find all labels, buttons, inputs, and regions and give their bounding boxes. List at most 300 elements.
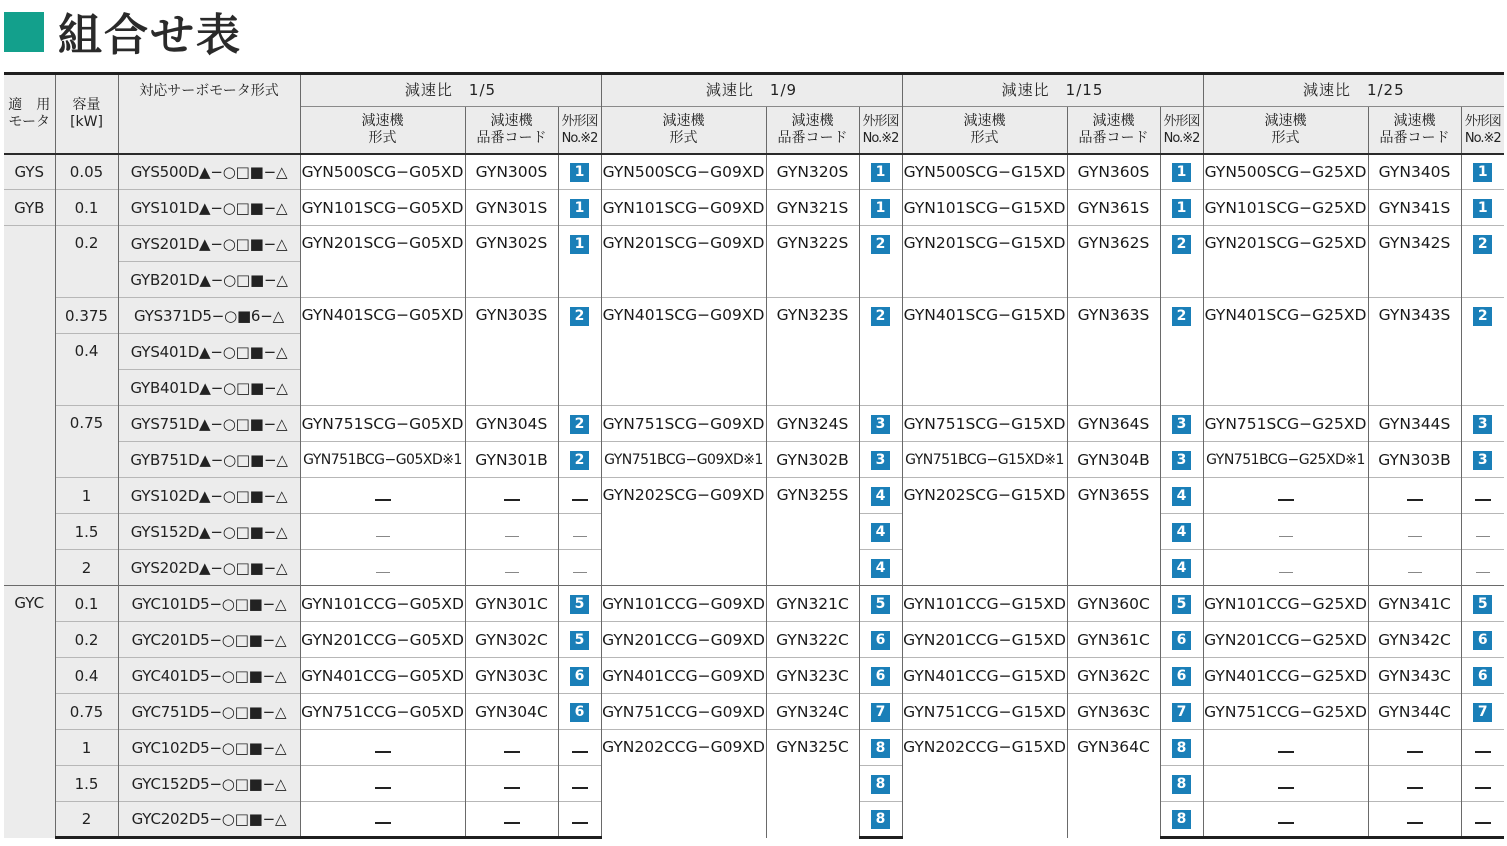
header-reducer-model: 減速機 形式 xyxy=(902,107,1067,154)
reducer-model-text: GYN101SCG−G09XD xyxy=(602,198,765,217)
reducer-model-text: GYN101CCG−G25XD xyxy=(1204,594,1367,613)
reducer-code-text: GYN362C xyxy=(1077,666,1150,685)
servo-motor-cell xyxy=(118,370,300,406)
dash-mark xyxy=(1278,499,1294,501)
outline-badge: 2 xyxy=(1473,235,1492,254)
reducer-code-cell xyxy=(1368,190,1461,226)
servo-motor-text: GYS401D▲−○□■−△ xyxy=(130,342,288,361)
reducer-code-cell xyxy=(1368,154,1461,190)
reducer-model-cell xyxy=(601,622,766,658)
reducer-code-cell xyxy=(766,730,859,838)
reducer-code-text: GYN323S xyxy=(776,306,849,324)
combination-table xyxy=(4,72,1504,839)
header-outline: 外形図 No.※2 xyxy=(859,107,902,154)
reducer-code-text: GYN304C xyxy=(475,702,548,721)
outline-badge: 1 xyxy=(1473,163,1492,182)
reducer-code-cell xyxy=(465,190,558,226)
servo-motor-cell xyxy=(118,622,300,658)
outline-no-cell xyxy=(558,550,601,586)
outline-no-cell xyxy=(558,766,601,802)
reducer-code-cell xyxy=(1368,298,1461,406)
capacity-text: 0.75 xyxy=(69,414,104,432)
outline-no-cell xyxy=(1461,442,1504,478)
outline-badge: 1 xyxy=(1172,199,1191,218)
capacity-text: 2 xyxy=(81,810,92,828)
outline-no-cell xyxy=(1160,694,1203,730)
outline-badge: 3 xyxy=(871,451,890,470)
reducer-code-cell xyxy=(1067,694,1160,730)
reducer-model-cell xyxy=(601,478,766,586)
reducer-code-cell xyxy=(766,442,859,478)
reducer-model-text: GYN201CCG−G15XD xyxy=(903,630,1066,649)
reducer-model-text: GYN751SCG−G15XD xyxy=(903,414,1066,433)
reducer-model-cell xyxy=(300,694,465,730)
reducer-model-text: GYN201SCG−G25XD xyxy=(1204,234,1367,252)
outline-badge: 2 xyxy=(570,415,589,434)
reducer-code-cell xyxy=(465,514,558,550)
reducer-model-cell xyxy=(601,442,766,478)
reducer-model-cell xyxy=(902,226,1067,298)
reducer-model-cell xyxy=(902,622,1067,658)
reducer-code-text: GYN301B xyxy=(475,450,548,469)
outline-badge: 7 xyxy=(1172,703,1191,722)
dash-mark xyxy=(572,822,588,824)
motor-type-cell xyxy=(4,586,55,838)
reducer-model-text: GYN751SCG−G09XD xyxy=(602,414,765,433)
dash-mark xyxy=(1476,536,1490,537)
reducer-model-cell xyxy=(300,766,465,802)
reducer-code-cell xyxy=(465,730,558,766)
outline-badge: 3 xyxy=(1473,451,1492,470)
title-square-icon xyxy=(4,12,44,52)
table-row xyxy=(4,586,1504,622)
reducer-code-text: GYN324S xyxy=(776,414,849,433)
reducer-model-cell xyxy=(1203,622,1368,658)
reducer-code-cell xyxy=(465,658,558,694)
outline-badge: 4 xyxy=(871,559,890,578)
servo-motor-text: GYS202D▲−○□■−△ xyxy=(130,558,288,577)
dash-mark xyxy=(375,822,391,824)
reducer-model-cell xyxy=(300,586,465,622)
header-ratio-group: 減速比 1/15 xyxy=(902,74,1203,107)
table-row xyxy=(4,406,1504,442)
page-title-text: 組合せ表 xyxy=(58,10,242,61)
reducer-model-text: GYN401CCG−G09XD xyxy=(602,666,765,685)
outline-badge: 3 xyxy=(1172,415,1191,434)
reducer-model-text: GYN751SCG−G05XD xyxy=(301,414,464,433)
reducer-code-cell xyxy=(465,766,558,802)
reducer-code-text: GYN364S xyxy=(1077,414,1150,433)
reducer-code-cell xyxy=(1368,622,1461,658)
reducer-model-cell xyxy=(601,190,766,226)
outline-badge: 8 xyxy=(1172,739,1191,758)
reducer-code-text: GYN304S xyxy=(475,414,548,433)
capacity-cell xyxy=(55,730,118,766)
reducer-model-text: GYN401CCG−G25XD xyxy=(1204,666,1367,685)
reducer-code-text: GYN301C xyxy=(475,594,548,613)
reducer-model-cell xyxy=(1203,442,1368,478)
reducer-model-cell xyxy=(300,478,465,514)
capacity-cell xyxy=(55,226,118,298)
reducer-model-text: GYN401CCG−G15XD xyxy=(903,666,1066,685)
outline-no-cell xyxy=(1160,550,1203,586)
outline-badge: 3 xyxy=(1172,451,1191,470)
servo-motor-cell xyxy=(118,226,300,262)
dash-mark xyxy=(375,499,391,501)
header-capacity: 容量 [kW] xyxy=(55,74,118,154)
outline-no-cell xyxy=(859,766,902,802)
outline-no-cell xyxy=(1160,190,1203,226)
outline-badge: 6 xyxy=(570,703,589,722)
reducer-model-cell xyxy=(300,442,465,478)
reducer-model-cell xyxy=(902,190,1067,226)
outline-no-cell xyxy=(859,298,902,406)
capacity-text: 1.5 xyxy=(74,774,99,793)
reducer-model-cell xyxy=(300,190,465,226)
header-outline: 外形図 No.※2 xyxy=(1160,107,1203,154)
outline-badge: 3 xyxy=(1473,415,1492,434)
outline-badge: 5 xyxy=(1473,595,1492,614)
reducer-code-cell xyxy=(465,694,558,730)
reducer-model-text: GYN751BCG−G25XD※1 xyxy=(1206,451,1365,468)
reducer-model-cell xyxy=(1203,658,1368,694)
outline-badge: 2 xyxy=(570,307,589,326)
reducer-code-text: GYN302B xyxy=(776,450,849,469)
capacity-cell xyxy=(55,658,118,694)
reducer-code-text: GYN365S xyxy=(1077,486,1150,504)
capacity-cell xyxy=(55,586,118,622)
outline-no-cell xyxy=(558,442,601,478)
outline-no-cell xyxy=(558,694,601,730)
outline-no-cell xyxy=(859,406,902,442)
outline-no-cell xyxy=(1461,766,1504,802)
reducer-model-text: GYN202SCG−G09XD xyxy=(602,486,765,504)
reducer-code-text: GYN343S xyxy=(1378,306,1451,324)
header-reducer-model: 減速機 形式 xyxy=(300,107,465,154)
dash-mark xyxy=(504,751,520,753)
reducer-code-cell xyxy=(465,802,558,838)
outline-badge: 4 xyxy=(871,523,890,542)
outline-badge: 1 xyxy=(871,163,890,182)
dash-mark xyxy=(1408,572,1422,573)
outline-no-cell xyxy=(859,550,902,586)
reducer-model-text: GYN201CCG−G05XD xyxy=(301,630,464,649)
reducer-code-cell xyxy=(1368,694,1461,730)
outline-no-cell xyxy=(558,514,601,550)
reducer-code-cell xyxy=(465,226,558,298)
reducer-model-text: GYN202CCG−G15XD xyxy=(903,738,1066,756)
reducer-model-cell xyxy=(601,154,766,190)
outline-badge: 3 xyxy=(871,415,890,434)
header-reducer-code: 減速機 品番コード xyxy=(465,107,558,154)
reducer-model-cell xyxy=(1203,550,1368,586)
outline-badge: 6 xyxy=(871,667,890,686)
reducer-model-cell xyxy=(1203,226,1368,298)
table-row xyxy=(4,694,1504,730)
servo-motor-text: GYS201D▲−○□■−△ xyxy=(130,234,288,253)
header-reducer-code: 減速機 品番コード xyxy=(1368,107,1461,154)
outline-no-cell xyxy=(859,478,902,514)
reducer-model-text: GYN751BCG−G15XD※1 xyxy=(905,451,1064,468)
reducer-model-text: GYN101CCG−G09XD xyxy=(602,594,765,613)
reducer-code-text: GYN342C xyxy=(1378,630,1451,649)
header-reducer-code: 減速機 品番コード xyxy=(1067,107,1160,154)
outline-no-cell xyxy=(1160,514,1203,550)
table-row xyxy=(4,226,1504,262)
outline-no-cell xyxy=(1160,406,1203,442)
reducer-code-cell xyxy=(766,298,859,406)
reducer-model-cell xyxy=(300,730,465,766)
reducer-model-cell xyxy=(902,658,1067,694)
reducer-code-text: GYN302S xyxy=(475,234,548,252)
reducer-code-text: GYN322C xyxy=(776,630,849,649)
outline-no-cell xyxy=(859,694,902,730)
dash-mark xyxy=(572,499,588,501)
dash-mark xyxy=(1475,499,1491,501)
outline-no-cell xyxy=(1461,622,1504,658)
reducer-code-text: GYN363S xyxy=(1077,306,1150,324)
reducer-code-text: GYN364C xyxy=(1077,738,1150,756)
dash-mark xyxy=(572,787,588,789)
dash-mark xyxy=(504,787,520,789)
header-reducer-model: 減速機 形式 xyxy=(1203,107,1368,154)
reducer-model-cell xyxy=(902,442,1067,478)
motor-type-cell xyxy=(4,226,55,586)
dash-mark xyxy=(1476,572,1490,573)
header-outline: 外形図 No.※2 xyxy=(558,107,601,154)
servo-motor-text: GYS371D5−○■6−△ xyxy=(134,306,284,325)
dash-mark xyxy=(504,822,520,824)
capacity-cell xyxy=(55,694,118,730)
reducer-code-text: GYN301S xyxy=(475,198,548,217)
reducer-code-text: GYN324C xyxy=(776,702,849,721)
outline-no-cell xyxy=(859,802,902,838)
outline-no-cell xyxy=(558,406,601,442)
capacity-text: 0.4 xyxy=(74,342,99,360)
outline-badge: 2 xyxy=(570,451,589,470)
reducer-code-cell xyxy=(766,190,859,226)
dash-mark xyxy=(1278,822,1294,824)
servo-motor-cell xyxy=(118,442,300,478)
dash-mark xyxy=(1407,822,1423,824)
dash-mark xyxy=(1408,536,1422,537)
outline-badge: 4 xyxy=(1172,523,1191,542)
outline-no-cell xyxy=(1461,514,1504,550)
reducer-model-cell xyxy=(601,694,766,730)
capacity-cell xyxy=(55,190,118,226)
reducer-code-cell xyxy=(465,154,558,190)
table-row xyxy=(4,478,1504,514)
reducer-code-text: GYN360S xyxy=(1077,162,1150,181)
outline-badge: 7 xyxy=(871,703,890,722)
outline-no-cell xyxy=(1160,658,1203,694)
outline-badge: 1 xyxy=(1172,163,1191,182)
reducer-code-text: GYN341S xyxy=(1378,198,1451,217)
outline-badge: 2 xyxy=(871,307,890,326)
outline-no-cell xyxy=(1461,730,1504,766)
header-ratio-group: 減速比 1/9 xyxy=(601,74,902,107)
dash-mark xyxy=(573,572,587,573)
reducer-code-text: GYN344C xyxy=(1378,702,1451,721)
reducer-code-cell xyxy=(766,226,859,298)
outline-no-cell xyxy=(859,226,902,298)
capacity-text: 0.05 xyxy=(69,162,104,181)
reducer-model-text: GYN101CCG−G05XD xyxy=(301,594,464,613)
reducer-model-cell xyxy=(1203,478,1368,514)
reducer-code-cell xyxy=(1368,442,1461,478)
table-row xyxy=(4,658,1504,694)
outline-no-cell xyxy=(558,622,601,658)
outline-no-cell xyxy=(859,586,902,622)
reducer-code-cell xyxy=(1067,730,1160,838)
reducer-code-cell xyxy=(766,694,859,730)
outline-no-cell xyxy=(1160,622,1203,658)
outline-badge: 6 xyxy=(1172,631,1191,650)
outline-badge: 1 xyxy=(570,163,589,182)
outline-no-cell xyxy=(558,658,601,694)
reducer-code-cell xyxy=(465,622,558,658)
capacity-text: 1 xyxy=(81,738,92,757)
capacity-cell xyxy=(55,154,118,190)
reducer-code-cell xyxy=(1368,478,1461,514)
dash-mark xyxy=(1475,822,1491,824)
dash-mark xyxy=(1278,751,1294,753)
outline-no-cell xyxy=(859,442,902,478)
reducer-code-text: GYN362S xyxy=(1077,234,1150,252)
reducer-model-text: GYN751BCG−G09XD※1 xyxy=(604,451,763,468)
reducer-code-text: GYN361S xyxy=(1077,198,1150,217)
reducer-model-cell xyxy=(1203,406,1368,442)
dash-mark xyxy=(376,536,390,537)
reducer-model-cell xyxy=(601,406,766,442)
outline-no-cell xyxy=(1160,298,1203,406)
reducer-code-text: GYN300S xyxy=(475,162,548,181)
reducer-model-cell xyxy=(1203,190,1368,226)
servo-motor-cell xyxy=(118,694,300,730)
capacity-cell xyxy=(55,622,118,658)
reducer-model-cell xyxy=(902,694,1067,730)
servo-motor-text: GYS500D▲−○□■−△ xyxy=(130,162,288,181)
servo-motor-text: GYC202D5−○□■−△ xyxy=(131,810,287,828)
reducer-model-cell xyxy=(902,730,1067,838)
reducer-model-text: GYN401SCG−G25XD xyxy=(1204,306,1367,324)
capacity-cell xyxy=(55,406,118,478)
servo-motor-text: GYB401D▲−○□■−△ xyxy=(130,378,288,397)
outline-badge: 8 xyxy=(871,810,890,829)
outline-badge: 1 xyxy=(570,235,589,254)
dash-mark xyxy=(375,787,391,789)
outline-no-cell xyxy=(1160,478,1203,514)
servo-motor-cell xyxy=(118,766,300,802)
outline-no-cell xyxy=(1461,298,1504,406)
outline-no-cell xyxy=(1160,586,1203,622)
reducer-code-text: GYN303C xyxy=(475,666,548,685)
dash-mark xyxy=(1475,787,1491,789)
outline-no-cell xyxy=(859,190,902,226)
outline-badge: 2 xyxy=(871,235,890,254)
header-reducer-model: 減速機 形式 xyxy=(601,107,766,154)
servo-motor-cell xyxy=(118,262,300,298)
reducer-model-cell xyxy=(1203,586,1368,622)
capacity-cell xyxy=(55,478,118,514)
outline-no-cell xyxy=(1160,730,1203,766)
table-row xyxy=(4,442,1504,478)
reducer-code-cell xyxy=(1067,622,1160,658)
outline-no-cell xyxy=(1160,802,1203,838)
reducer-code-text: GYN341C xyxy=(1378,594,1451,613)
outline-badge: 1 xyxy=(871,199,890,218)
outline-no-cell xyxy=(1160,442,1203,478)
outline-badge: 1 xyxy=(1473,199,1492,218)
reducer-code-text: GYN361C xyxy=(1077,630,1150,649)
reducer-code-text: GYN321C xyxy=(776,594,849,613)
reducer-code-cell xyxy=(766,586,859,622)
reducer-code-text: GYN303B xyxy=(1378,450,1451,469)
outline-no-cell xyxy=(558,298,601,406)
reducer-code-cell xyxy=(1067,406,1160,442)
table-row xyxy=(4,730,1504,766)
reducer-model-cell xyxy=(300,514,465,550)
reducer-model-text: GYN751CCG−G05XD xyxy=(301,702,464,721)
reducer-model-text: GYN101SCG−G15XD xyxy=(903,198,1066,217)
reducer-model-cell xyxy=(902,298,1067,406)
outline-badge: 8 xyxy=(1172,810,1191,829)
servo-motor-text: GYC751D5−○□■−△ xyxy=(131,702,287,721)
reducer-model-cell xyxy=(601,226,766,298)
motor-type-text: GYB xyxy=(14,198,45,217)
reducer-code-text: GYN321S xyxy=(776,198,849,217)
reducer-code-cell xyxy=(465,478,558,514)
reducer-model-cell xyxy=(1203,514,1368,550)
reducer-model-text: GYN401SCG−G05XD xyxy=(301,306,464,324)
reducer-code-cell xyxy=(1368,802,1461,838)
reducer-model-cell xyxy=(1203,730,1368,766)
reducer-code-text: GYN360C xyxy=(1077,594,1150,613)
servo-motor-cell xyxy=(118,514,300,550)
outline-no-cell xyxy=(1461,550,1504,586)
outline-badge: 2 xyxy=(1172,235,1191,254)
reducer-code-cell xyxy=(1067,298,1160,406)
reducer-code-cell xyxy=(1067,442,1160,478)
reducer-model-cell xyxy=(902,478,1067,586)
reducer-model-text: GYN500SCG−G05XD xyxy=(301,162,464,181)
outline-badge: 8 xyxy=(871,775,890,794)
motor-type-cell xyxy=(4,154,55,190)
reducer-model-text: GYN751CCG−G15XD xyxy=(903,702,1066,721)
servo-motor-text: GYS152D▲−○□■−△ xyxy=(130,522,288,541)
reducer-model-cell xyxy=(1203,154,1368,190)
reducer-model-cell xyxy=(601,658,766,694)
outline-no-cell xyxy=(1461,478,1504,514)
capacity-text: 0.375 xyxy=(65,306,108,325)
outline-no-cell xyxy=(859,514,902,550)
reducer-code-text: GYN302C xyxy=(475,630,548,649)
reducer-model-text: GYN401SCG−G15XD xyxy=(903,306,1066,324)
reducer-code-cell xyxy=(766,478,859,586)
reducer-model-text: GYN751CCG−G25XD xyxy=(1204,702,1367,721)
outline-badge: 4 xyxy=(871,487,890,506)
reducer-model-cell xyxy=(300,406,465,442)
reducer-model-text: GYN500SCG−G09XD xyxy=(602,162,765,181)
outline-badge: 5 xyxy=(570,631,589,650)
table-row xyxy=(4,190,1504,226)
servo-motor-cell xyxy=(118,550,300,586)
outline-no-cell xyxy=(558,190,601,226)
servo-motor-cell xyxy=(118,586,300,622)
reducer-model-cell xyxy=(1203,766,1368,802)
servo-motor-text: GYB201D▲−○□■−△ xyxy=(130,270,288,289)
header-reducer-code: 減速機 品番コード xyxy=(766,107,859,154)
